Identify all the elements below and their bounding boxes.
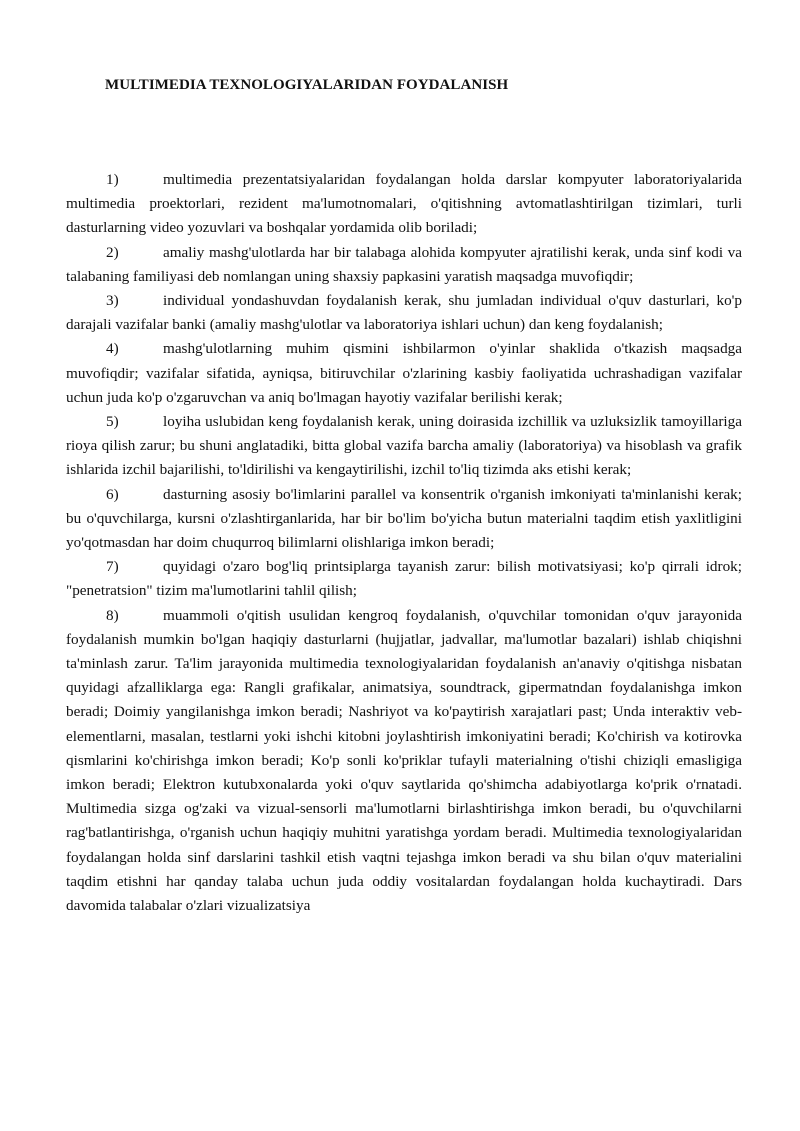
item-text: individual yondashuvdan foydalanish kerak, shu jumladan individual o'quv dasturlari, ko'p darajali vazifalar banki (amaliy mashg'ulotlar va laboratoriya ishlari uchun) dan keng foydalanish; <box>66 292 742 334</box>
list-item-2 <box>66 241 742 289</box>
numbered-list <box>66 168 742 918</box>
item-number: 6) <box>106 485 119 503</box>
list-item-8 <box>66 604 742 919</box>
list-item-3 <box>66 289 742 337</box>
item-text: muammoli o'qitish usulidan kengroq foydalanish, o'quvchilar tomonidan o'quv jarayonida foydalanish mumkin bo'lgan haqiqiy dasturlarni (hujjatlar, jadvallar, ma'lumotlar bazalari) ishlab chiqishni ta'minlash zarur. Ta'lim jarayonida multimedia texnologiyalaridan foydalanish an'anaviy o'qitishga nisbatan quyidagi afzalliklarga ega: Rangli grafikalar, animatsiya, soundtrack, gipermatndan foydalanishga imkon beradi; Doimiy yangilanishga imkon beradi; Nashriyot va ko'paytirish xarajatlari past; Unda interaktiv veb-elementlarni, masalan, testlarni yoki ishchi kitobni joylashtirish imkoniyatini beradi; Ko'chirish va kotirovka qismlarini ko'chirishga imkon beradi; Ko'p sonli ko'priklar tufayli materialning o'tishi chiziqli emasligiga imkon beradi; Elektron kutubxonalarda yoki o'quv saytlarida qo'shimcha adabiyotlarga ko'prik o'rnatadi. Multimedia sizga og'zaki va vizual-sensorli ma'lumotlarni birlashtirishga imkon beradi, bu o'quvchilarni rag'batlantirishga, o'rganish uchun haqiqiy muhitni yaratishga yordam beradi. Multimedia texnologiyalaridan foydalangan holda sinf darslarini tashkil etish vaqtni tejashga imkon beradi va shu bilan o'quv materialini taqdim etishni har qanday talaba uchun juda oddiy vositalardan foydalangan holda kuchaytiradi. Dars davomida talabalar o'zlari vizualizatsiya <box>66 606 742 915</box>
item-number: 5) <box>106 413 119 431</box>
item-text: mashg'ulotlarning muhim qismini ishbilarmon o'yinlar shaklida o'tkazish maqsadga muvofiqdir; vazifalar sifatida, ayniqsa, bitiruvchilar o'zlarining kasbiy faoliyatida uchrashadigan vazifalar uchun juda ko'p o'zgaruvchan va aniq bo'lmagan hayotiy vazifalar berilishi kerak; <box>66 340 742 406</box>
item-number: 4) <box>106 340 119 358</box>
list-item-5 <box>66 410 742 483</box>
item-number: 3) <box>106 292 119 310</box>
list-item-7 <box>66 555 742 603</box>
item-text: loyiha uslubidan keng foydalanish kerak, uning doirasida izchillik va uzluksizlik tamoyillariga rioya qilish zarur; bu shuni anglatadiki, bitta global vazifa barcha amaliy (laboratoriya) va hisoblash va grafik ishlarida izchil bajarilishi, to'ldirilishi va kengaytirilishi, izchil to'liq tizimda aks etishi kerak; <box>66 413 742 479</box>
item-text: multimedia prezentatsiyalaridan foydalangan holda darslar kompyuter laboratoriyalarida multimedia proektorlari, rezident ma'lumotnomalari, o'qitishning avtomatlashtirilgan tizimlari, turli dasturlarning video yozuvlari va boshqalar yordamida olib boriladi; <box>66 171 742 237</box>
list-item-6 <box>66 483 742 556</box>
item-number: 2) <box>106 243 119 261</box>
item-text: dasturning asosiy bo'limlarini parallel va konsentrik o'rganish imkoniyati ta'minlanishi kerak; bu o'quvchilarga, kursni o'zlashtirganlarida, har bir bo'lim bo'yicha butun materialni taqdim etish yaxlitligini yo'qotmasdan har doim chuqurroq bilimlarni olishlariga imkon beradi; <box>66 485 742 552</box>
list-item-1 <box>66 168 742 241</box>
item-number: 1) <box>106 171 119 188</box>
item-number: 7) <box>106 558 119 576</box>
item-number: 8) <box>106 606 119 624</box>
list-item-4 <box>66 337 742 410</box>
item-text: quyidagi o'zaro bog'liq printsiplarga tayanish zarur: bilish motivatsiyasi; ko'p qirrali idrok; "penetratsion" tizim ma'lumotlarini tahlil qilish; <box>66 558 742 600</box>
item-text: amaliy mashg'ulotlarda har bir talabaga alohida kompyuter ajratilishi kerak, unda sinf kodi va talabaning familiyasi deb nomlangan uning shaxsiy papkasini yaratish maqsadga muvofiqdir; <box>66 243 742 285</box>
document-title: MULTIMEDIA TEXNOLOGIYALARIDAN FOYDALANISH <box>105 77 509 93</box>
